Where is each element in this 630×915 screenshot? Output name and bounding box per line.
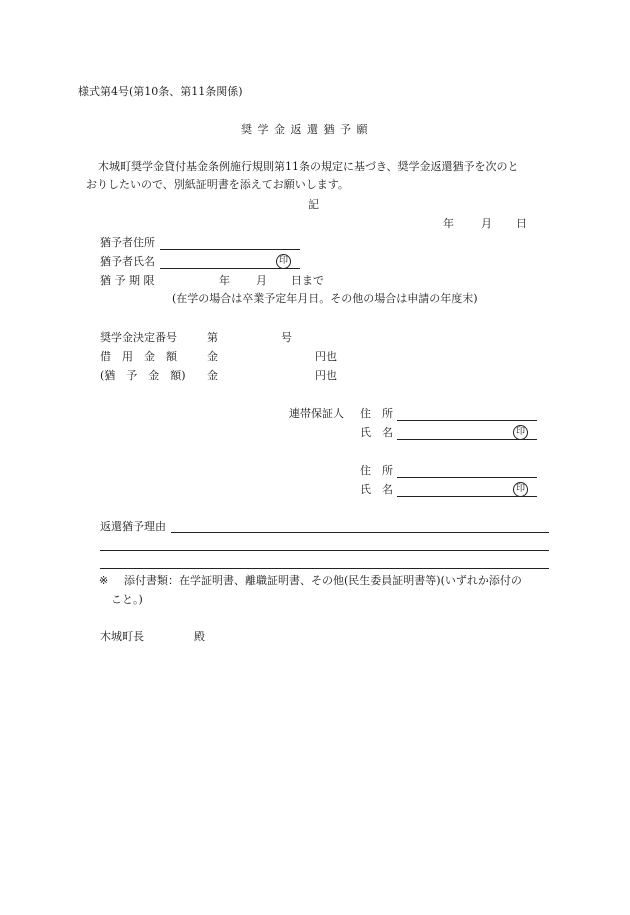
guarantor-1-name-line[interactable] [397, 439, 537, 440]
addressee-honorific: 殿 [194, 630, 205, 643]
decision-number-dai: 第 [207, 331, 218, 344]
decision-number-label: 奨学金決定番号 [100, 331, 177, 344]
deferred-amount-kin: 金 [207, 369, 218, 382]
applicant-name-line[interactable] [160, 268, 300, 269]
date-year-label: 年 [443, 217, 454, 230]
guarantor-2-address-line[interactable] [397, 477, 537, 478]
deferred-amount-label: (猶 予 金 額) [100, 369, 186, 382]
applicant-seal-icon: 印 [276, 254, 291, 269]
attachments-mark: ※ [99, 574, 109, 587]
form-number: 様式第4号(第10条、第11条関係) [78, 85, 243, 98]
guarantor-1-address-line[interactable] [397, 420, 537, 421]
guarantor-1-address-label: 住 所 [360, 407, 393, 420]
reason-label: 返還猶予理由 [100, 520, 166, 533]
guarantor-2-seal-icon: 印 [513, 482, 528, 497]
guarantor-2-name-line[interactable] [397, 496, 537, 497]
applicant-address-line[interactable] [160, 249, 300, 250]
deferral-period-note: (在学の場合は卒業予定年月日。その他の場合は申請の年度末) [172, 292, 478, 305]
deferral-period-month: 月 [256, 274, 267, 287]
borrowed-amount-kin: 金 [207, 350, 218, 363]
guarantor-2-name-label: 氏 名 [360, 483, 393, 496]
applicant-address-label: 猶予者住所 [100, 236, 155, 249]
date-month-label: 月 [481, 217, 492, 230]
attachments-line-1: 添付書類：在学証明書、離職証明書、その他(民生委員証明書等)(いずれか添付の [124, 574, 522, 587]
guarantor-label: 連帯保証人 [289, 407, 344, 420]
addressee-name: 木城町長 [100, 630, 144, 643]
date-day-label: 日 [516, 217, 527, 230]
page-title: 奨 学 金 返 還 猶 予 願 [241, 123, 369, 136]
intro-line-1: 木城町奨学金貸付基金条例施行規則第11条の規定に基づき、奨学金返還猶予を次のと [98, 160, 519, 173]
reason-line-3[interactable] [100, 568, 549, 569]
borrowed-amount-label: 借 用 金 額 [100, 350, 177, 363]
guarantor-2-address-label: 住 所 [360, 464, 393, 477]
deferral-period-year: 年 [219, 274, 230, 287]
deferral-period-until: 日まで [291, 274, 324, 287]
applicant-name-label: 猶予者氏名 [100, 255, 155, 268]
borrowed-amount-yen: 円也 [315, 350, 337, 363]
attachments-line-2: こと。) [111, 593, 143, 606]
guarantor-1-seal-icon: 印 [513, 425, 528, 440]
deferral-period-label: 猶 予 期 限 [100, 274, 155, 287]
deferred-amount-yen: 円也 [315, 369, 337, 382]
reason-line-1[interactable] [171, 532, 549, 533]
reason-line-2[interactable] [100, 550, 549, 551]
ki-heading: 記 [308, 198, 319, 211]
guarantor-1-name-label: 氏 名 [360, 426, 393, 439]
decision-number-go: 号 [281, 331, 292, 344]
intro-line-2: おりしたいので、別紙証明書を添えてお願いします。 [86, 178, 349, 191]
